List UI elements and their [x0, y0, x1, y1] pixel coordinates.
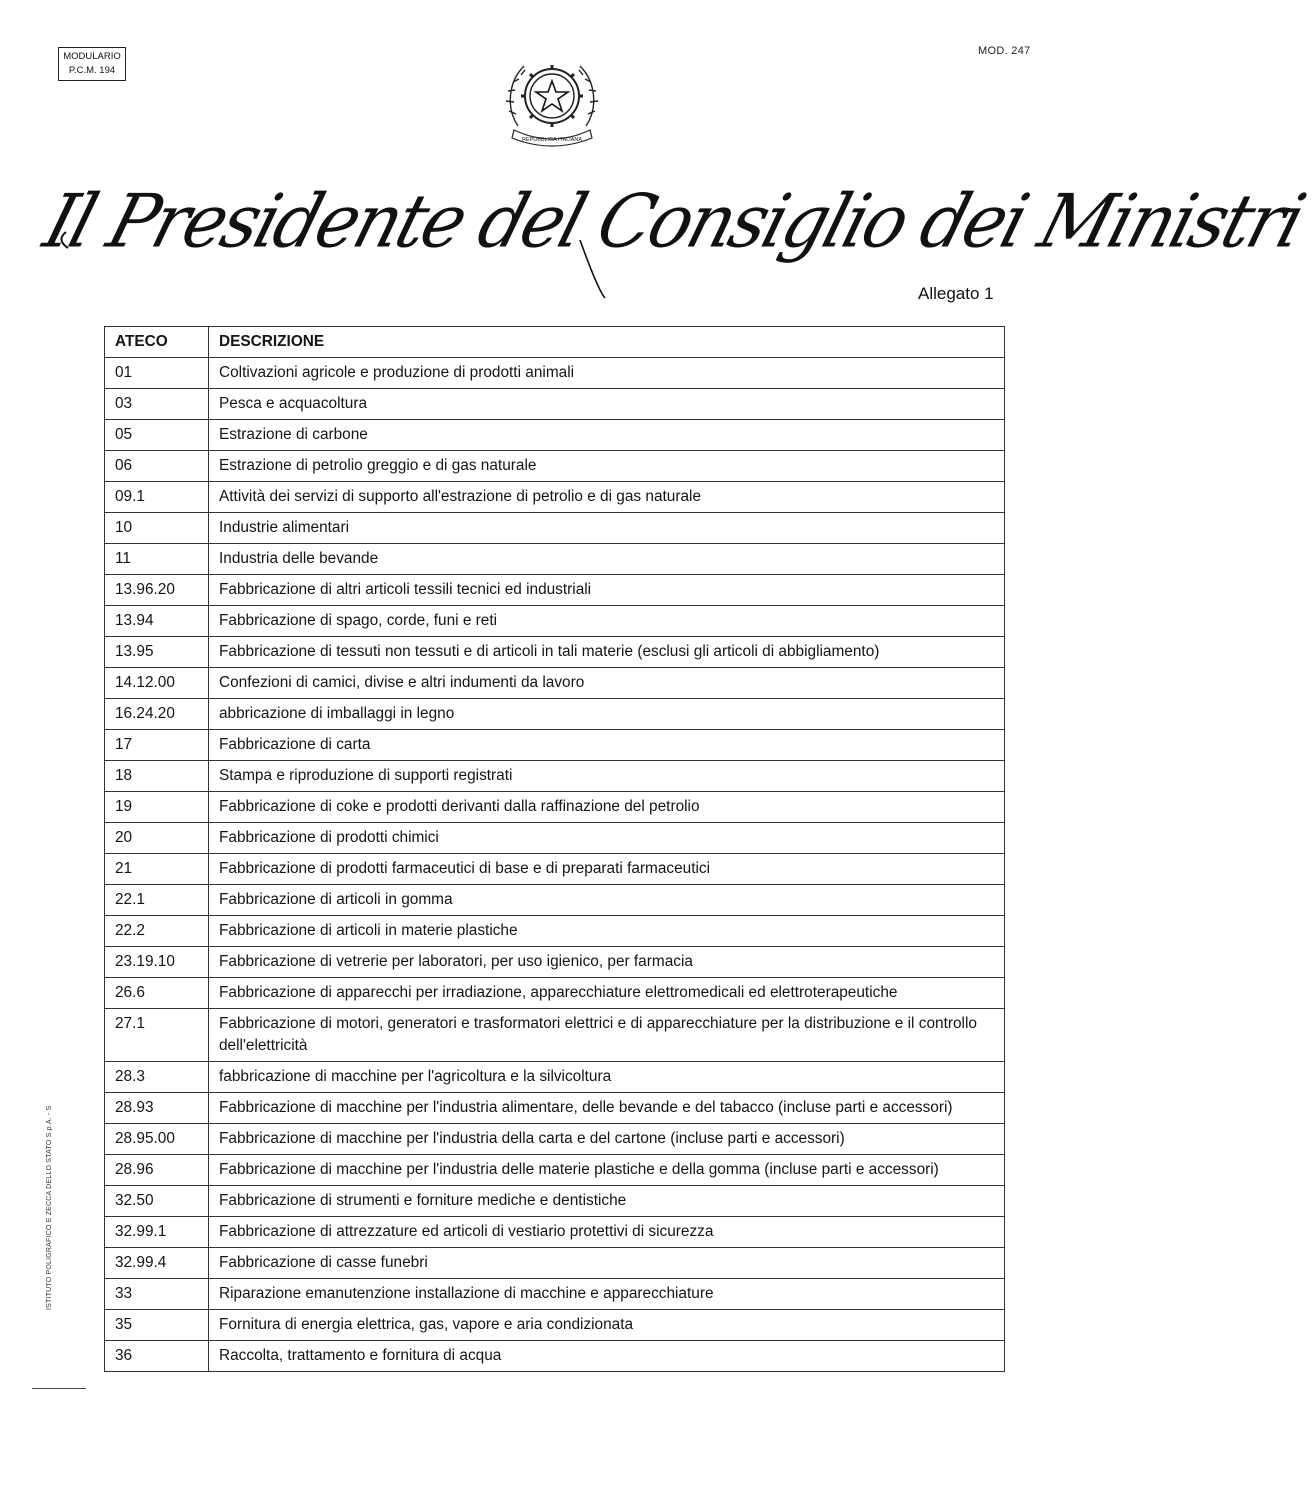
ateco-code-cell: 32.99.1: [105, 1217, 209, 1248]
script-title: Il Presidente del Consiglio dei Ministri: [35, 178, 1312, 265]
table-row: [105, 513, 1005, 544]
table-row: [105, 482, 1005, 513]
table-row: [105, 1093, 1005, 1124]
description-cell: Fabbricazione di macchine per l'industria delle materie plastiche e della gomma (incluse parti e accessori): [209, 1155, 1005, 1186]
table-row: [105, 699, 1005, 730]
ateco-code-cell: 28.93: [105, 1093, 209, 1124]
description-cell: Estrazione di petrolio greggio e di gas naturale: [209, 451, 1005, 482]
description-cell: Industria delle bevande: [209, 544, 1005, 575]
allegato-label: Allegato 1: [918, 284, 994, 303]
ateco-code-cell: 13.94: [105, 606, 209, 637]
description-cell: Fabbricazione di prodotti chimici: [209, 823, 1005, 854]
margin-imprint: ISTITUTO POLIGRAFICO E ZECCA DELLO STATO S.p.A. - S: [46, 1105, 53, 1310]
description-cell: Fabbricazione di spago, corde, funi e reti: [209, 606, 1005, 637]
ateco-code-cell: 01: [105, 358, 209, 389]
ateco-code-cell: 33: [105, 1279, 209, 1310]
ateco-code-cell: 32.99.4: [105, 1248, 209, 1279]
table-row: [105, 575, 1005, 606]
description-cell: Industrie alimentari: [209, 513, 1005, 544]
table-row: [105, 1310, 1005, 1341]
ateco-code-cell: 17: [105, 730, 209, 761]
table-row: [105, 792, 1005, 823]
table-row: [105, 668, 1005, 699]
table-row: [105, 389, 1005, 420]
table-row: [105, 544, 1005, 575]
ateco-code-cell: 10: [105, 513, 209, 544]
table-row: [105, 730, 1005, 761]
ateco-code-cell: 09.1: [105, 482, 209, 513]
table-row: [105, 978, 1005, 1009]
ateco-code-cell: 22.2: [105, 916, 209, 947]
ateco-code-cell: 27.1: [105, 1009, 209, 1062]
table-row: [105, 885, 1005, 916]
table-row: [105, 451, 1005, 482]
description-cell: Fabbricazione di strumenti e forniture mediche e dentistiche: [209, 1186, 1005, 1217]
description-cell: Stampa e riproduzione di supporti registrati: [209, 761, 1005, 792]
table-row: [105, 761, 1005, 792]
mod-code: MOD. 247: [978, 45, 1031, 57]
description-cell: Fabbricazione di macchine per l'industria alimentare, delle bevande e del tabacco (incluse parti e accessori): [209, 1093, 1005, 1124]
table-row: [105, 1341, 1005, 1372]
table-row: [105, 637, 1005, 668]
modulario-line2: P.C.M. 194: [68, 65, 116, 76]
description-cell: Fabbricazione di casse funebri: [209, 1248, 1005, 1279]
table-row: [105, 1155, 1005, 1186]
table-row: [105, 420, 1005, 451]
ateco-table: [104, 326, 1005, 1372]
table-row: [105, 1124, 1005, 1155]
ateco-code-cell: 16.24.20: [105, 699, 209, 730]
description-cell: Fabbricazione di macchine per l'industria della carta e del cartone (incluse parti e accessori): [209, 1124, 1005, 1155]
column-header-descrizione: DESCRIZIONE: [209, 327, 1005, 358]
description-cell: Fabbricazione di attrezzature ed articoli di vestiario protettivi di sicurezza: [209, 1217, 1005, 1248]
ateco-code-cell: 03: [105, 389, 209, 420]
table-row: [105, 823, 1005, 854]
table-body: [105, 358, 1005, 1372]
modulario-line1: MODULARIO: [63, 51, 121, 62]
description-cell: abbricazione di imballaggi in legno: [209, 699, 1005, 730]
table-row: [105, 358, 1005, 389]
ateco-code-cell: 26.6: [105, 978, 209, 1009]
ateco-code-cell: 13.95: [105, 637, 209, 668]
ateco-code-cell: 35: [105, 1310, 209, 1341]
table-row: [105, 854, 1005, 885]
description-cell: Fabbricazione di vetrerie per laboratori, per uso igienico, per farmacia: [209, 947, 1005, 978]
ateco-code-cell: 28.3: [105, 1062, 209, 1093]
table-row: [105, 1279, 1005, 1310]
table-row: [105, 1009, 1005, 1062]
ateco-code-cell: 22.1: [105, 885, 209, 916]
description-cell: fabbricazione di macchine per l'agricoltura e la silvicoltura: [209, 1062, 1005, 1093]
table-row: [105, 1186, 1005, 1217]
description-cell: Fabbricazione di motori, generatori e trasformatori elettrici e di apparecchiature per la distribuzione e il controllo dell'elettricità: [209, 1009, 1005, 1062]
table-row: [105, 1217, 1005, 1248]
description-cell: Pesca e acquacoltura: [209, 389, 1005, 420]
description-cell: Raccolta, trattamento e fornitura di acqua: [209, 1341, 1005, 1372]
description-cell: Fabbricazione di altri articoli tessili tecnici ed industriali: [209, 575, 1005, 606]
italian-republic-emblem-icon: [500, 48, 604, 154]
description-cell: Estrazione di carbone: [209, 420, 1005, 451]
description-cell: Fabbricazione di carta: [209, 730, 1005, 761]
table-row: [105, 606, 1005, 637]
ateco-code-cell: 19: [105, 792, 209, 823]
description-cell: Fabbricazione di apparecchi per irradiazione, apparecchiature elettromedicali ed elettroterapeutiche: [209, 978, 1005, 1009]
emblem-ribbon-text: REPUBBLICA ITALIANA: [521, 137, 583, 143]
ateco-code-cell: 23.19.10: [105, 947, 209, 978]
table-row: [105, 1062, 1005, 1093]
description-cell: Confezioni di camici, divise e altri indumenti da lavoro: [209, 668, 1005, 699]
description-cell: Fabbricazione di prodotti farmaceutici di base e di preparati farmaceutici: [209, 854, 1005, 885]
description-cell: Attività dei servizi di supporto all'estrazione di petrolio e di gas naturale: [209, 482, 1005, 513]
description-cell: Coltivazioni agricole e produzione di prodotti animali: [209, 358, 1005, 389]
table-row: [105, 916, 1005, 947]
table-row: [105, 1248, 1005, 1279]
ateco-code-cell: 28.95.00: [105, 1124, 209, 1155]
description-cell: Fornitura di energia elettrica, gas, vapore e aria condizionata: [209, 1310, 1005, 1341]
ateco-code-cell: 36: [105, 1341, 209, 1372]
description-cell: Fabbricazione di articoli in gomma: [209, 885, 1005, 916]
modulario-stamp: [58, 47, 126, 81]
description-cell: Fabbricazione di coke e prodotti derivanti dalla raffinazione del petrolio: [209, 792, 1005, 823]
ateco-code-cell: 13.96.20: [105, 575, 209, 606]
ateco-code-cell: 28.96: [105, 1155, 209, 1186]
ateco-code-cell: 18: [105, 761, 209, 792]
ateco-code-cell: 20: [105, 823, 209, 854]
ateco-code-cell: 11: [105, 544, 209, 575]
ateco-code-cell: 06: [105, 451, 209, 482]
column-header-ateco: ATECO: [105, 327, 209, 358]
ateco-code-cell: 32.50: [105, 1186, 209, 1217]
table-header-row: [105, 327, 1005, 358]
ateco-code-cell: 14.12.00: [105, 668, 209, 699]
description-cell: Fabbricazione di tessuti non tessuti e di articoli in tali materie (esclusi gli articoli di abbigliamento): [209, 637, 1005, 668]
margin-rule: [32, 1388, 86, 1389]
ateco-code-cell: 05: [105, 420, 209, 451]
description-cell: Fabbricazione di articoli in materie plastiche: [209, 916, 1005, 947]
ateco-code-cell: 21: [105, 854, 209, 885]
description-cell: Riparazione emanutenzione installazione di macchine e apparecchiature: [209, 1279, 1005, 1310]
table-row: [105, 947, 1005, 978]
